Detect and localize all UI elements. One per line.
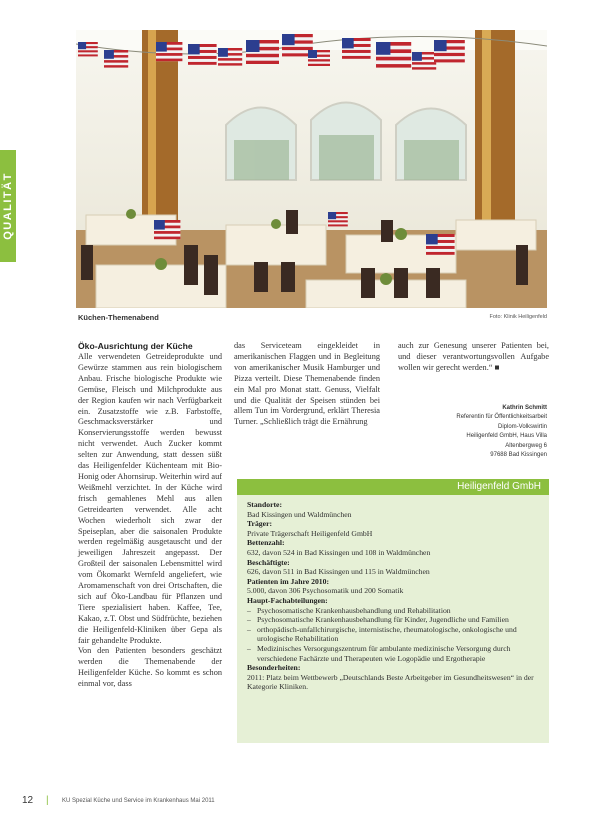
beschaeftigte-value: 626, davon 511 in Bad Kissingen und 115 in Waldmünchen xyxy=(247,567,430,577)
list-item: – Psychosomatische Krankenhausbehandlung für Kinder, Jugendliche und Familien xyxy=(247,615,539,625)
info-box xyxy=(237,479,549,743)
author-line: Altenbergweg 6 xyxy=(505,442,547,449)
patienten-label: Patienten im Jahre 2010: xyxy=(247,576,330,586)
author-name: Kathrin Schmitt xyxy=(502,405,547,411)
article-column-2 xyxy=(234,341,380,428)
standorte-label: Standorte: xyxy=(247,500,283,509)
patienten-value: 5.000, davon 306 Psychosomatik und 200 Somatik xyxy=(247,586,404,596)
photo-dining-hall xyxy=(76,30,547,308)
author-line: 97688 Bad Kissingen xyxy=(490,452,547,459)
author-line: Diplom-Volkswirtin xyxy=(497,423,547,430)
list-item: – Psychosomatische Krankenhausbehandlung und Rehabilitation xyxy=(247,606,539,616)
section-tab-label: QUALITÄT xyxy=(2,172,14,240)
fachabteilungen-list xyxy=(247,606,539,664)
list-item: – orthopädisch-unfallchirurgische, internistische, rheumatologische, onkologische und urologische Rehabilitation xyxy=(247,625,539,644)
list-item: – Medizinisches Versorgungszentrum für ambulante medizinische Versorgung durch verschiedene Fachärzte und Therapeuten wie Logopädie und Ergotherapie xyxy=(247,644,539,663)
article-paragraph-4: auch zur Genesung unserer Patienten bei, und dieser verantwortungsvollen Aufgabe wollen wir gerecht werden.“ ■ xyxy=(398,341,549,372)
article-column-3 xyxy=(398,341,549,374)
footer-separator: | xyxy=(46,795,49,806)
dining-hall-illustration xyxy=(76,30,547,308)
page-number: 12 xyxy=(22,795,34,806)
standorte-value: Bad Kissingen und Waldmünchen xyxy=(247,509,352,519)
traeger-label: Träger: xyxy=(247,519,273,529)
fachabteilungen-label: Haupt-Fachabteilungen: xyxy=(247,595,328,605)
beschaeftigte-label: Beschäftigte: xyxy=(247,557,290,567)
betten-value: 632, davon 524 in Bad Kissingen und 108 in Waldmünchen xyxy=(247,547,431,557)
author-line: Heiligenfeld GmbH, Haus Villa xyxy=(466,433,547,440)
article-heading: Öko-Ausrichtung der Küche xyxy=(78,341,193,351)
photo-credit: Foto: Klinik Heiligenfeld xyxy=(489,314,547,320)
author-line: Referentin für Öffentlichkeitsarbeit xyxy=(456,414,547,421)
traeger-value: Private Trägerschaft Heiligenfeld GmbH xyxy=(247,528,373,538)
betten-label: Bettenzahl: xyxy=(247,538,285,548)
besonderheiten-label: Besonderheiten: xyxy=(247,663,301,673)
photo-caption: Küchen-Themenabend xyxy=(78,313,159,322)
author-block xyxy=(387,404,547,460)
article-paragraph-1: Alle verwendeten Getreideprodukte und Gewürze stammen aus rein biologischem Anbau. Frische biologische Produkte wie Gemüse, Fleisch und Milchprodukte aus der Region kaufen wir nach Verfügbarkeit ein. Zusatzstoffe wie z.B. Farbstoffe, Geschmacksverstärker und Konservierungsstoffe werden bewusst nicht verwendet. Auch Zucker kommt selten zur Anwendung, statt dessen süßt das Heiligenfelder Küchenteam mit Bio-Honig oder Ahornsirup. Weiterhin wird auf Weißmehl verzichtet. In der Küche wird frisch gemahlenes Mehl aus allen Getreidearten verwendet. Alle acht Wochen wiederholt sich zwar der Speiseplan, aber die saisonalen Produkte werden regelmäßig ausgetauscht und der jeweiligen Jahreszeit angepasst. Der Großteil der saisonalen Lebensmittel wird vom Ökomarkt Wernfeld angeliefert, wie Aromamenschaft von drei Ortschaften, die sich auf Öko-Landbau für Pflanzen und Tiere spezialisiert haben. Kaffee, Tee, Kakao, z.T. Obst und Südfrüchte, beziehen die Heiligenfeld-Kliniken über Gepa als fair gehandelte Produkte. xyxy=(78,352,222,645)
besonderheiten-value: 2011: Platz beim Wettbewerb „Deutschlands Beste Arbeitgeber im Gesundheitswesen“ in der Kategorie Kliniken. xyxy=(247,672,534,692)
info-box-body xyxy=(237,495,549,692)
info-box-title: Heiligenfeld GmbH xyxy=(237,479,549,495)
article-paragraph-3: das Serviceteam eingekleidet in amerikanischen Flaggen und in Begleitung von amerikanischer Musik Hamburger und Pizza verteilt. Diese Themenabende finden ein Mal pro Monat statt. Genuss, Vielfalt und die Qualität der Speisen stünden bei allem Tun im Vordergrund, erklärt Theresia Turner. „Schließlich trägt die Ernährung xyxy=(234,341,380,427)
footer-text: KU Spezial Küche und Service im Krankenhaus Mai 2011 xyxy=(62,798,215,804)
article-paragraph-2: Von den Patienten besonders geschätzt werden die Themenabende der Heiligenfelder Küche. So kommt es schon einmal vor, dass xyxy=(78,646,222,689)
section-tab xyxy=(0,150,16,262)
article-column-1 xyxy=(78,341,222,690)
